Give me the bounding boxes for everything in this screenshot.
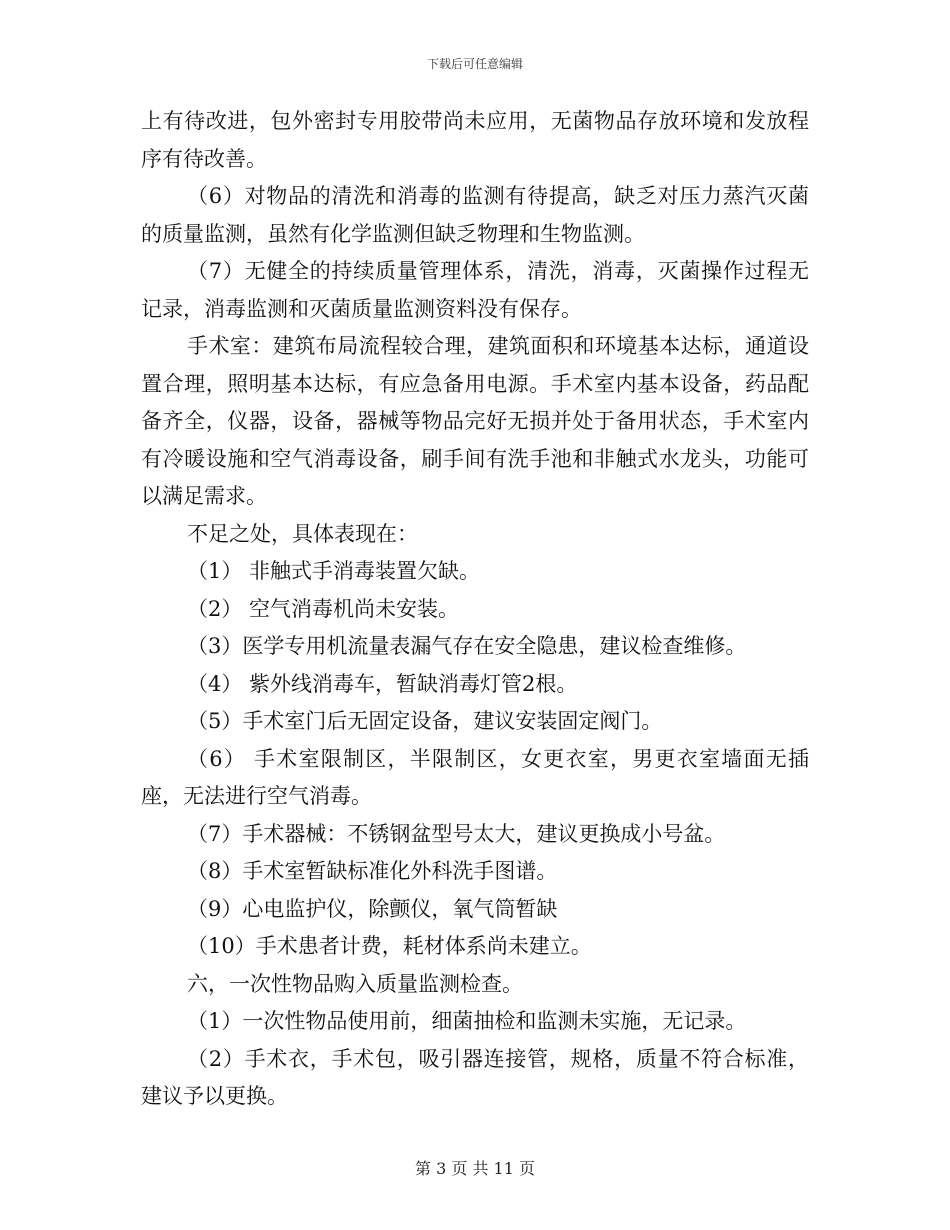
- paragraph-7: （2） 空气消毒机尚未安装。: [187, 596, 460, 621]
- page-footer: 第 3 页 共 11 页: [415, 1159, 535, 1178]
- paragraph-8: （3）医学专用机流量表漏气存在安全隐患，建议检查维修。: [187, 634, 747, 658]
- paragraph-4: 手术室：建筑布局流程较合理，建筑面积和环境基本达标，通道设置合理，照明基本达标，有应急备用电源。手术室内基本设备，药品配备齐全，仪器，设备，器械等物品完好无损并处于备用状态，手术室内有冷暖设施和空气消毒设备，刷手间有洗手池和非触式水龙头，功能可以满足需求。: [141, 334, 809, 508]
- paragraph-11: （6） 手术室限制区，半限制区，女更衣室，男更衣室墙面无插座，无法进行空气消毒。: [141, 746, 809, 808]
- paragraph-16: 六，一次性物品购入质量监测检查。: [187, 971, 523, 996]
- paragraph-2: （6）对物品的清洗和消毒的监测有待提高，缺乏对压力蒸汽灭菌的质量监测，虽然有化学监测但缺乏物理和生物监测。: [141, 184, 809, 246]
- page-header: 下载后可任意编辑: [426, 57, 523, 71]
- paragraph-6: （1） 非触式手消毒装置欠缺。: [187, 559, 481, 583]
- paragraph-12: （7）手术器械：不锈钢盆型号太大，建议更换成小号盆。: [187, 821, 726, 846]
- document-body: [141, 103, 809, 1116]
- paragraph-14: （9）心电监护仪，除颤仪，氧气筒暂缺: [187, 896, 558, 921]
- paragraph-13: （8）手术室暂缺标准化外科洗手图谱。: [187, 859, 558, 883]
- paragraph-18: （2）手术衣，手术包，吸引器连接管，规格，质量不符合标准，建议予以更换。: [141, 1046, 809, 1108]
- paragraph-1: 上有待改进，包外密封专用胶带尚未应用，无菌物品存放环境和发放程序有待改善。: [141, 109, 809, 171]
- paragraph-3: （7）无健全的持续质量管理体系，清洗，消毒，灭菌操作过程无记录，消毒监测和灭菌质量监测资料没有保存。: [141, 259, 809, 321]
- paragraph-10: （5）手术室门后无固定设备，建议安装固定阀门。: [187, 709, 663, 733]
- paragraph-17: （1）一次性物品使用前，细菌抽检和监测未实施，无记录。: [187, 1009, 747, 1033]
- paragraph-9: （4） 紫外线消毒车，暂缺消毒灯管2根。: [187, 671, 578, 696]
- paragraph-15: （10）手术患者计费，耗材体系尚未建立。: [187, 934, 592, 958]
- paragraph-5: 不足之处，具体表现在：: [187, 521, 418, 546]
